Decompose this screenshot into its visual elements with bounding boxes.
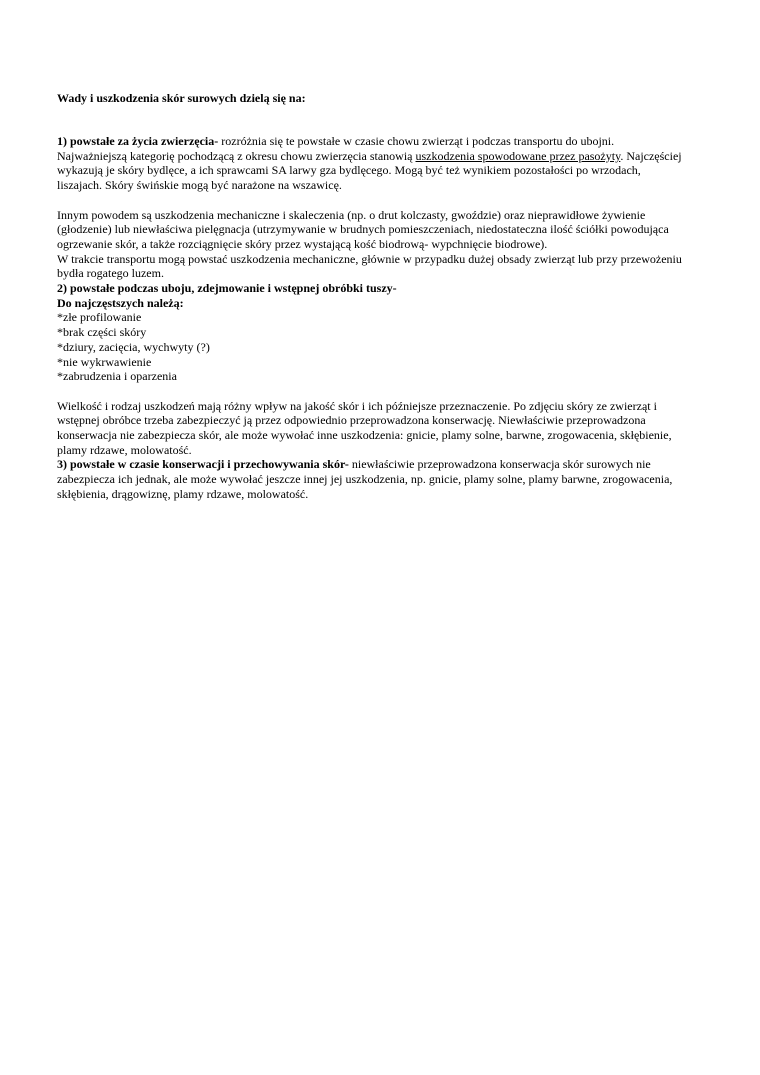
section1-paragraph2: Innym powodem są uszkodzenia mechaniczne i skaleczenia (np. o drut kolczasty, gwoździe) oraz nieprawidłowe żywienie (głodzenie) lub niewłaściwa pielęgnacja (utrzymywanie w brudnych pomieszczeniach, niedostateczna ilość ściółki powodująca ogrzewanie skór, a także rozciągnięcie skóry przez wystającą kość biodrową- wypchnięcie biodrowe). bbox=[57, 207, 669, 251]
document-body bbox=[57, 134, 687, 502]
section3-paragraph bbox=[57, 457, 687, 501]
section1-intro: rozróżnia się te powstałe w czasie chowu zwierząt i podczas transportu do ubojni. Najważniejszą kategorię pochodzącą z okresu chowu zwierzęcia stanowią bbox=[57, 134, 615, 163]
section1-heading: 1) powstałe za życia zwierzęcia- bbox=[57, 134, 219, 148]
section2-heading: 2) powstałe podczas uboju, zdejmowanie i wstępnej obróbki tuszy- bbox=[57, 281, 397, 296]
defect-list bbox=[57, 310, 687, 384]
list-item: *nie wykrwawienie bbox=[57, 354, 152, 369]
section3-heading: 3) powstałe w czasie konserwacji i przechowywania skór- bbox=[57, 457, 349, 472]
list-item: *zabrudzenia i oparzenia bbox=[57, 369, 177, 384]
section1-rest: . Najczęściej wykazują je skóry bydlęce, a ich sprawcami SA larwy gza bydlęcego. Mogą być też wynikiem pozostałości po wrzodach, liszajach. Skóry świńskie mogą być narażone na wszawicę. bbox=[57, 148, 682, 193]
section3-text: niewłaściwie przeprowadzona konserwacja skór surowych nie zabezpiecza ich jednak, ale może wywołać jeszcze innej jej uszkodzenia, np. gnicie, plamy solne, plamy barwne, zrogowacenia, skłębienia, drągowiznę, plamy rdzawe, molowatość. bbox=[57, 457, 673, 501]
section2-paragraph: Wielkość i rodzaj uszkodzeń mają różny wpływ na jakość skór i ich późniejsze przeznaczenie. Po zdjęciu skóry ze zwierząt i wstępnej obróbce trzeba zabezpieczyć ją przez odpowiednio przeprowadzona konserwację. Niewłaściwie przeprowadzona konserwacja nie zabezpiecza skór, ale może wywołać inne uszkodzenia: gnicie, plamy solne, barwne, zrogowacenia, skłębienie, plamy rdzawe, molowatość. bbox=[57, 398, 672, 457]
list-item: *dziury, zacięcia, wychwyty (?) bbox=[57, 339, 210, 354]
list-item: *brak części skóry bbox=[57, 325, 147, 340]
document-page bbox=[57, 0, 687, 1075]
list-item: *złe profilowanie bbox=[57, 310, 142, 325]
section2-subheading: Do najczęstszych należą: bbox=[57, 295, 184, 310]
section1-underlined-text: uszkodzenia spowodowane przez pasożyty bbox=[415, 148, 621, 163]
document-title: Wady i uszkodzenia skór surowych dzielą się na: bbox=[57, 91, 306, 105]
section1-paragraph3: W trakcie transportu mogą powstać uszkodzenia mechaniczne, głównie w przypadku dużej obsady zwierząt lub przy przewożeniu bydła rogatego luzem. bbox=[57, 251, 682, 281]
section1-paragraph bbox=[57, 134, 687, 193]
